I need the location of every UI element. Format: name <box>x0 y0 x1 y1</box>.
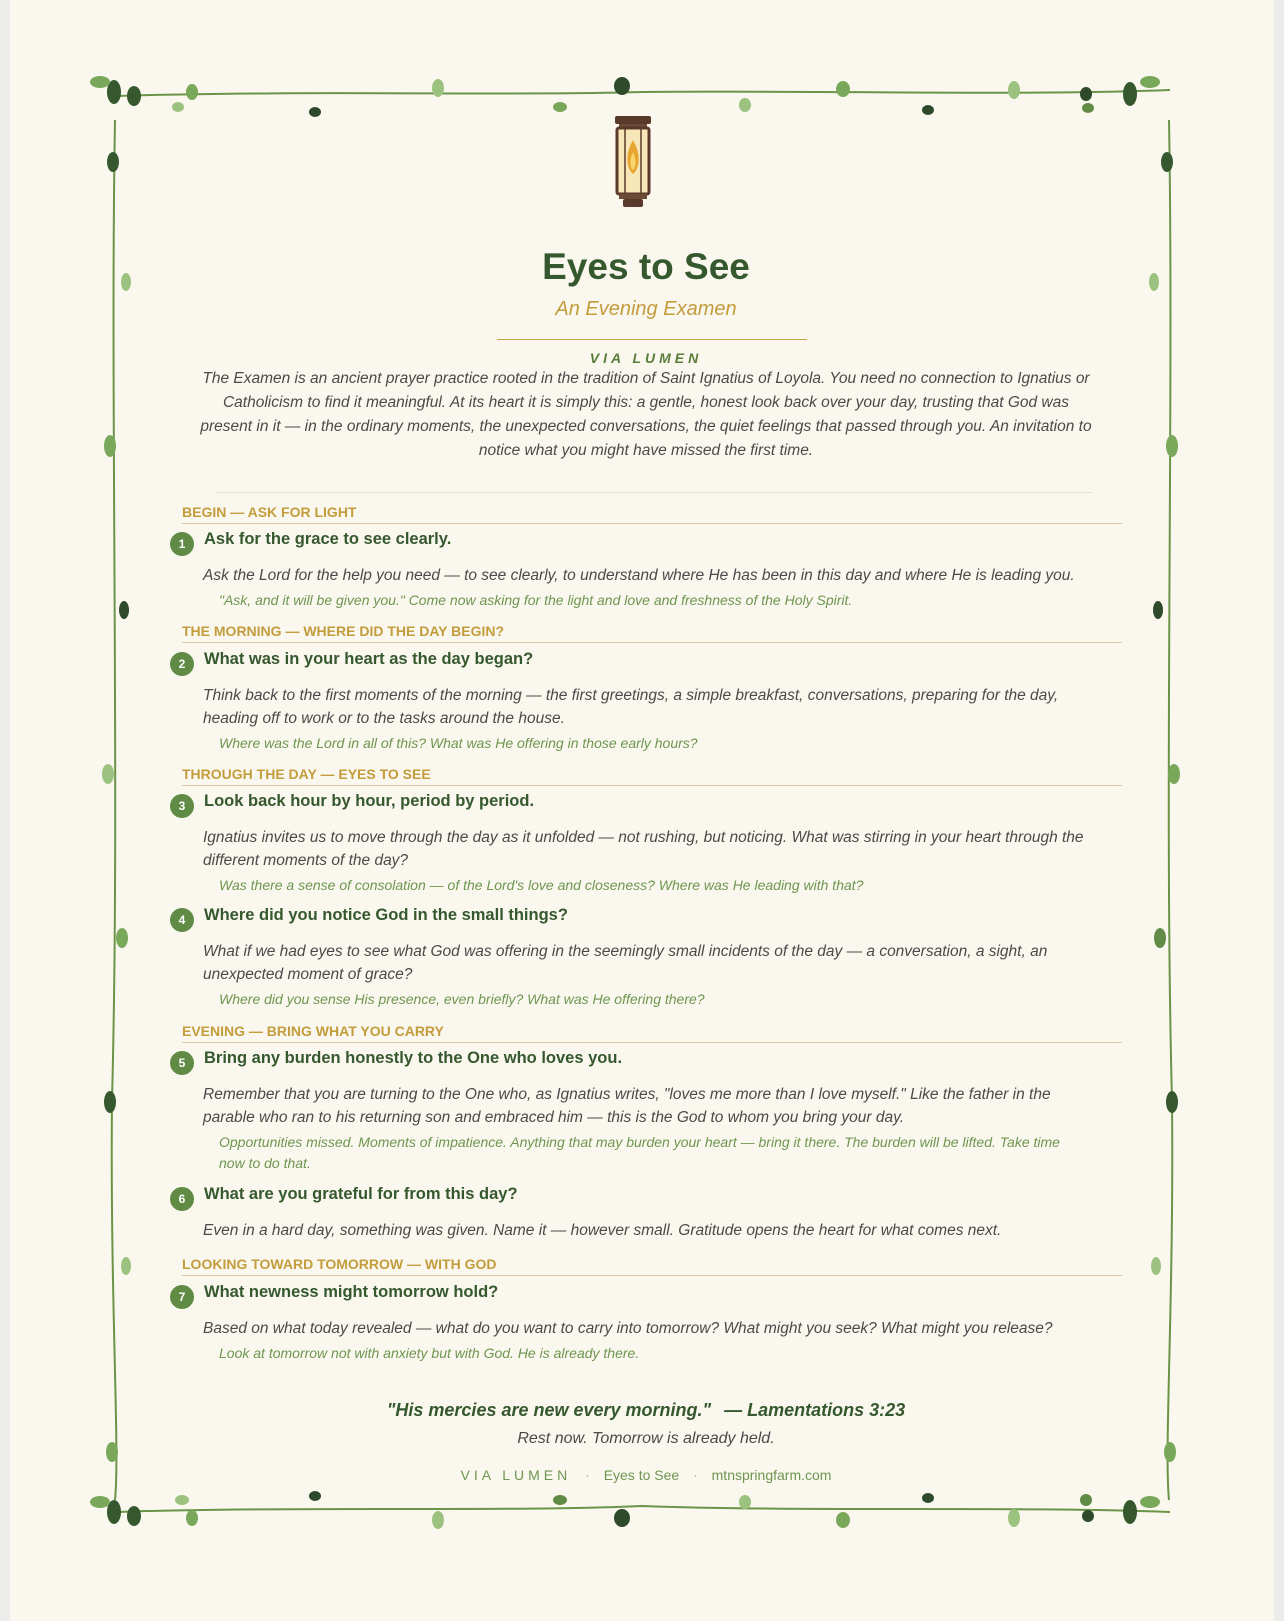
section-heading-morning: THE MORNING — WHERE DID THE DAY BEGIN? <box>182 623 1122 643</box>
section-heading-begin: BEGIN — ASK FOR LIGHT <box>182 504 1122 524</box>
step-note: Look at tomorrow not with anxiety but with God. He is already there. <box>219 1345 640 1361</box>
step-body: Even in a hard day, something was given. Name it — however small. Gratitude opens the heart for what comes next. <box>203 1222 1002 1239</box>
section-heading-tomorrow: LOOKING TOWARD TOMORROW — WITH GOD <box>182 1256 1122 1276</box>
step-body: Based on what today revealed — what do you want to carry into tomorrow? What might you seek? What might you release? <box>203 1320 1053 1337</box>
step-question: Where did you notice God in the small things? <box>204 906 568 924</box>
section-heading-through-the-day: THROUGH THE DAY — EYES TO SEE <box>182 766 1122 786</box>
step-body: Ignatius invites us to move through the day as it unfolded — not rushing, but noticing. What was stirring in your heart through the different moments of the day? <box>203 829 1084 869</box>
footer-brand: VIA LUMEN <box>460 1467 572 1483</box>
footer-separator: · <box>585 1467 590 1483</box>
page-sheet <box>10 0 1274 1621</box>
title-divider <box>497 339 807 340</box>
step-body: What if we had eyes to see what God was offering in the seemingly small incidents of the day — a conversation, a sight, an unexpected moment of grace? <box>203 943 1048 983</box>
intro-paragraph: The Examen is an ancient prayer practice rooted in the tradition of Saint Ignatius of Loyola. You need no connection to Ignatius or Catholicism to find it meaningful. At its heart it is simply this: a gentle, honest look back over your day, trusting that God was present in it — in the ordinary moments, the unexpected conversations, the quiet feelings that passed through you. An invitation to notice what you might have missed the first time. <box>200 370 1092 459</box>
step-question: Bring any burden honestly to the One who loves you. <box>204 1049 623 1067</box>
lantern-icon <box>611 116 655 208</box>
step-note: Was there a sense of consolation — of the Lord's love and closeness? Where was He leading with that? <box>219 877 864 893</box>
closing-line: Rest now. Tomorrow is already held. <box>517 1430 775 1447</box>
page-subtitle: An Evening Examen <box>555 298 737 320</box>
footer-title: Eyes to See <box>603 1467 680 1483</box>
step-note: "Ask, and it will be given you." Come now asking for the light and love and freshness of the Holy Spirit. <box>219 592 853 608</box>
closing-quote <box>170 1400 1122 1421</box>
vine-right <box>1168 120 1173 1500</box>
step-question: What newness might tomorrow hold? <box>204 1283 499 1301</box>
step-number-badge: 2 <box>170 652 194 676</box>
step-body: Remember that you are turning to the One who, as Ignatius writes, "loves me more than I love myself." Like the father in the parable who ran to his returning son and embraced him — this is the God to whom you bring your day. <box>203 1086 1051 1126</box>
step-number-badge: 6 <box>170 1187 194 1211</box>
section-heading-evening: EVENING — BRING WHAT YOU CARRY <box>182 1023 1122 1043</box>
page-title: Eyes to See <box>542 246 750 287</box>
step-question: Look back hour by hour, period by period. <box>204 792 535 810</box>
vine-left <box>112 120 117 1500</box>
footer <box>170 1467 1122 1483</box>
step-note: Where did you sense His presence, even briefly? What was He offering there? <box>219 991 705 1007</box>
step-number-badge: 4 <box>170 908 194 932</box>
closing-citation: — Lamentations 3:23 <box>724 1400 906 1420</box>
step-number-badge: 5 <box>170 1051 194 1075</box>
closing-quote-text: "His mercies are new every morning." <box>386 1400 712 1420</box>
step-number-badge: 7 <box>170 1285 194 1309</box>
footer-site-link[interactable]: mtnspringfarm.com <box>711 1467 832 1483</box>
step-number-badge: 3 <box>170 794 194 818</box>
brand-label: VIA LUMEN <box>589 350 703 366</box>
step-question: What are you grateful for from this day? <box>204 1185 518 1203</box>
step-body: Think back to the first moments of the morning — the first greetings, a simple breakfast, conversations, preparing for the day, heading off to work or to the tasks around the house. <box>203 687 1059 727</box>
step-note: Where was the Lord in all of this? What was He offering in those early hours? <box>219 735 698 751</box>
step-body: Ask the Lord for the help you need — to see clearly, to understand where He has been in this day and where He is leading you. <box>203 567 1075 584</box>
intro-divider <box>215 492 1092 493</box>
step-number-badge: 1 <box>170 532 194 556</box>
step-question: Ask for the grace to see clearly. <box>204 530 452 548</box>
step-note: Opportunities missed. Moments of impatience. Anything that may burden your heart — bring it there. The burden will be lifted. Take time now to do that. <box>219 1134 1060 1171</box>
vine-border <box>10 0 1274 1621</box>
step-question: What was in your heart as the day began? <box>204 650 534 668</box>
footer-separator: · <box>693 1467 698 1483</box>
